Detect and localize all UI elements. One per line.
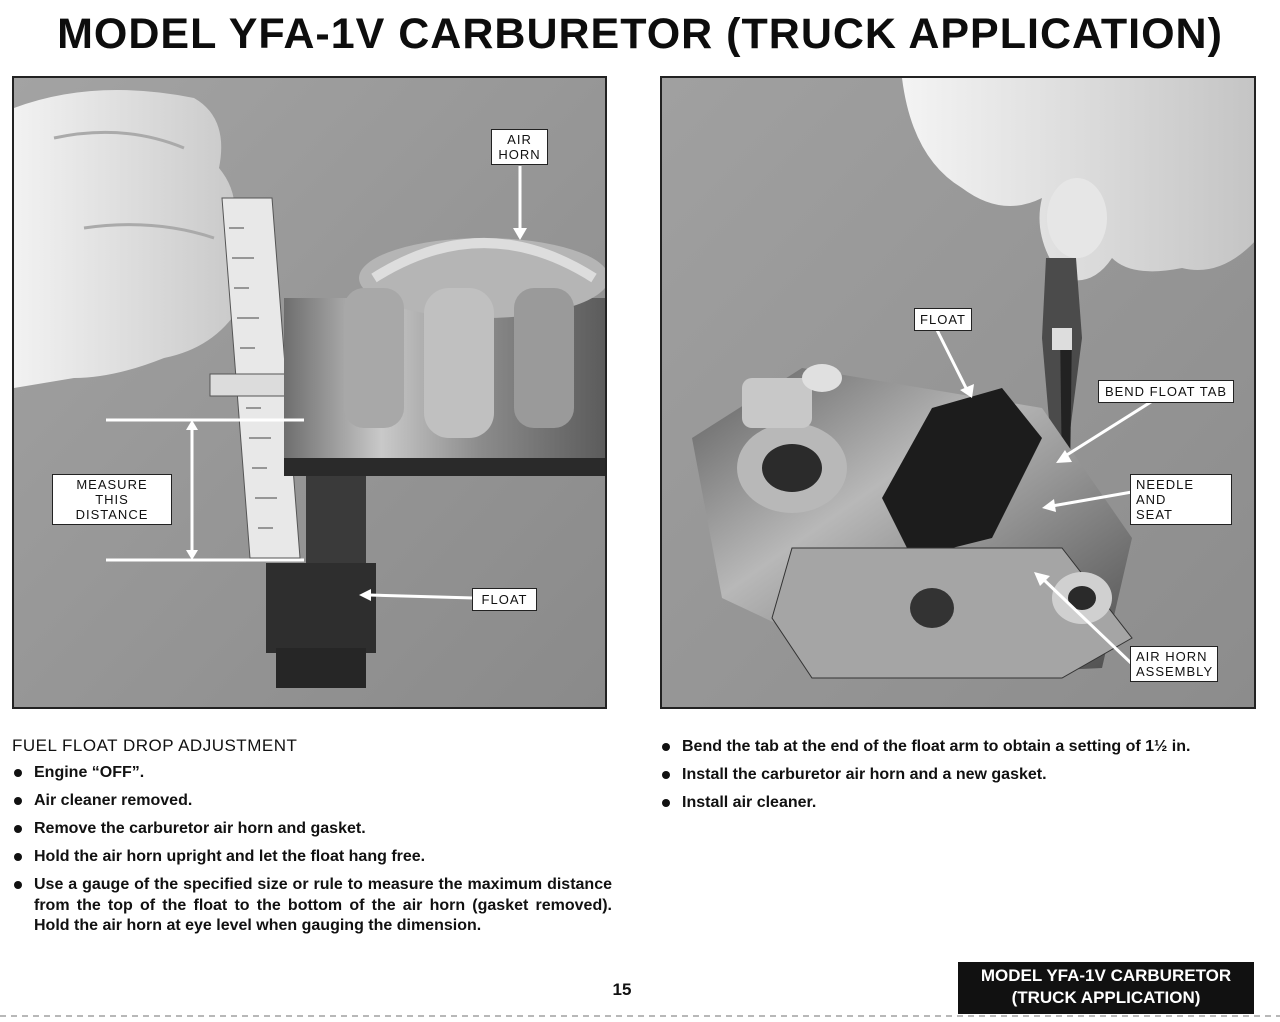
right-instruction-list (660, 737, 1270, 821)
callout-air-horn-assembly-line1: AIR HORN (1136, 649, 1208, 664)
list-item: Engine “OFF”. (12, 763, 612, 783)
list-item: Air cleaner removed. (12, 791, 612, 811)
footer-title-badge (958, 962, 1254, 1014)
footer-line1: MODEL YFA-1V CARBURETOR (980, 966, 1232, 985)
callout-needle-and-seat (1130, 474, 1232, 525)
callout-measure-line1: MEASURE THIS (76, 477, 148, 507)
footer-divider (0, 1015, 1280, 1017)
callout-needle-line1: NEEDLE AND (1136, 477, 1195, 507)
list-item: Hold the air horn upright and let the float hang free. (12, 847, 612, 867)
right-photo-bend-float-tab (660, 76, 1256, 709)
list-item: Install the carburetor air horn and a new gasket. (660, 765, 1270, 785)
left-instruction-list (12, 763, 612, 945)
callout-measure-distance (52, 474, 172, 525)
callout-air-horn-assembly (1130, 646, 1218, 682)
footer-line2: (TRUCK APPLICATION) (1011, 988, 1201, 1007)
section-heading-float-drop: FUEL FLOAT DROP ADJUSTMENT (12, 736, 298, 755)
callout-bend-float-tab: BEND FLOAT TAB (1098, 380, 1234, 403)
callout-measure-line2: DISTANCE (75, 507, 149, 522)
list-item: Remove the carburetor air horn and gasket. (12, 819, 612, 839)
left-photo-float-drop (12, 76, 607, 709)
left-photo-illustration (14, 78, 607, 709)
callout-needle-line2: SEAT (1136, 507, 1173, 522)
callout-float-left: FLOAT (472, 588, 537, 611)
callout-float-right: FLOAT (914, 308, 972, 331)
page-title: MODEL YFA-1V CARBURETOR (TRUCK APPLICATION) (57, 10, 1223, 58)
callout-air-horn-line2: HORN (498, 147, 541, 162)
list-item: Install air cleaner. (660, 793, 1270, 813)
list-item: Use a gauge of the specified size or rule to measure the maximum distance from the top of the float to the bottom of the air horn (gasket removed). Hold the air horn at eye level when gauging the dimension. (12, 875, 612, 937)
callout-air-horn-line1: AIR (507, 132, 532, 147)
callout-air-horn-assembly-line2: ASSEMBLY (1136, 664, 1214, 679)
list-item: Bend the tab at the end of the float arm to obtain a setting of 1½ in. (660, 737, 1270, 757)
callout-air-horn (491, 129, 548, 165)
page-number: 15 (612, 980, 632, 999)
